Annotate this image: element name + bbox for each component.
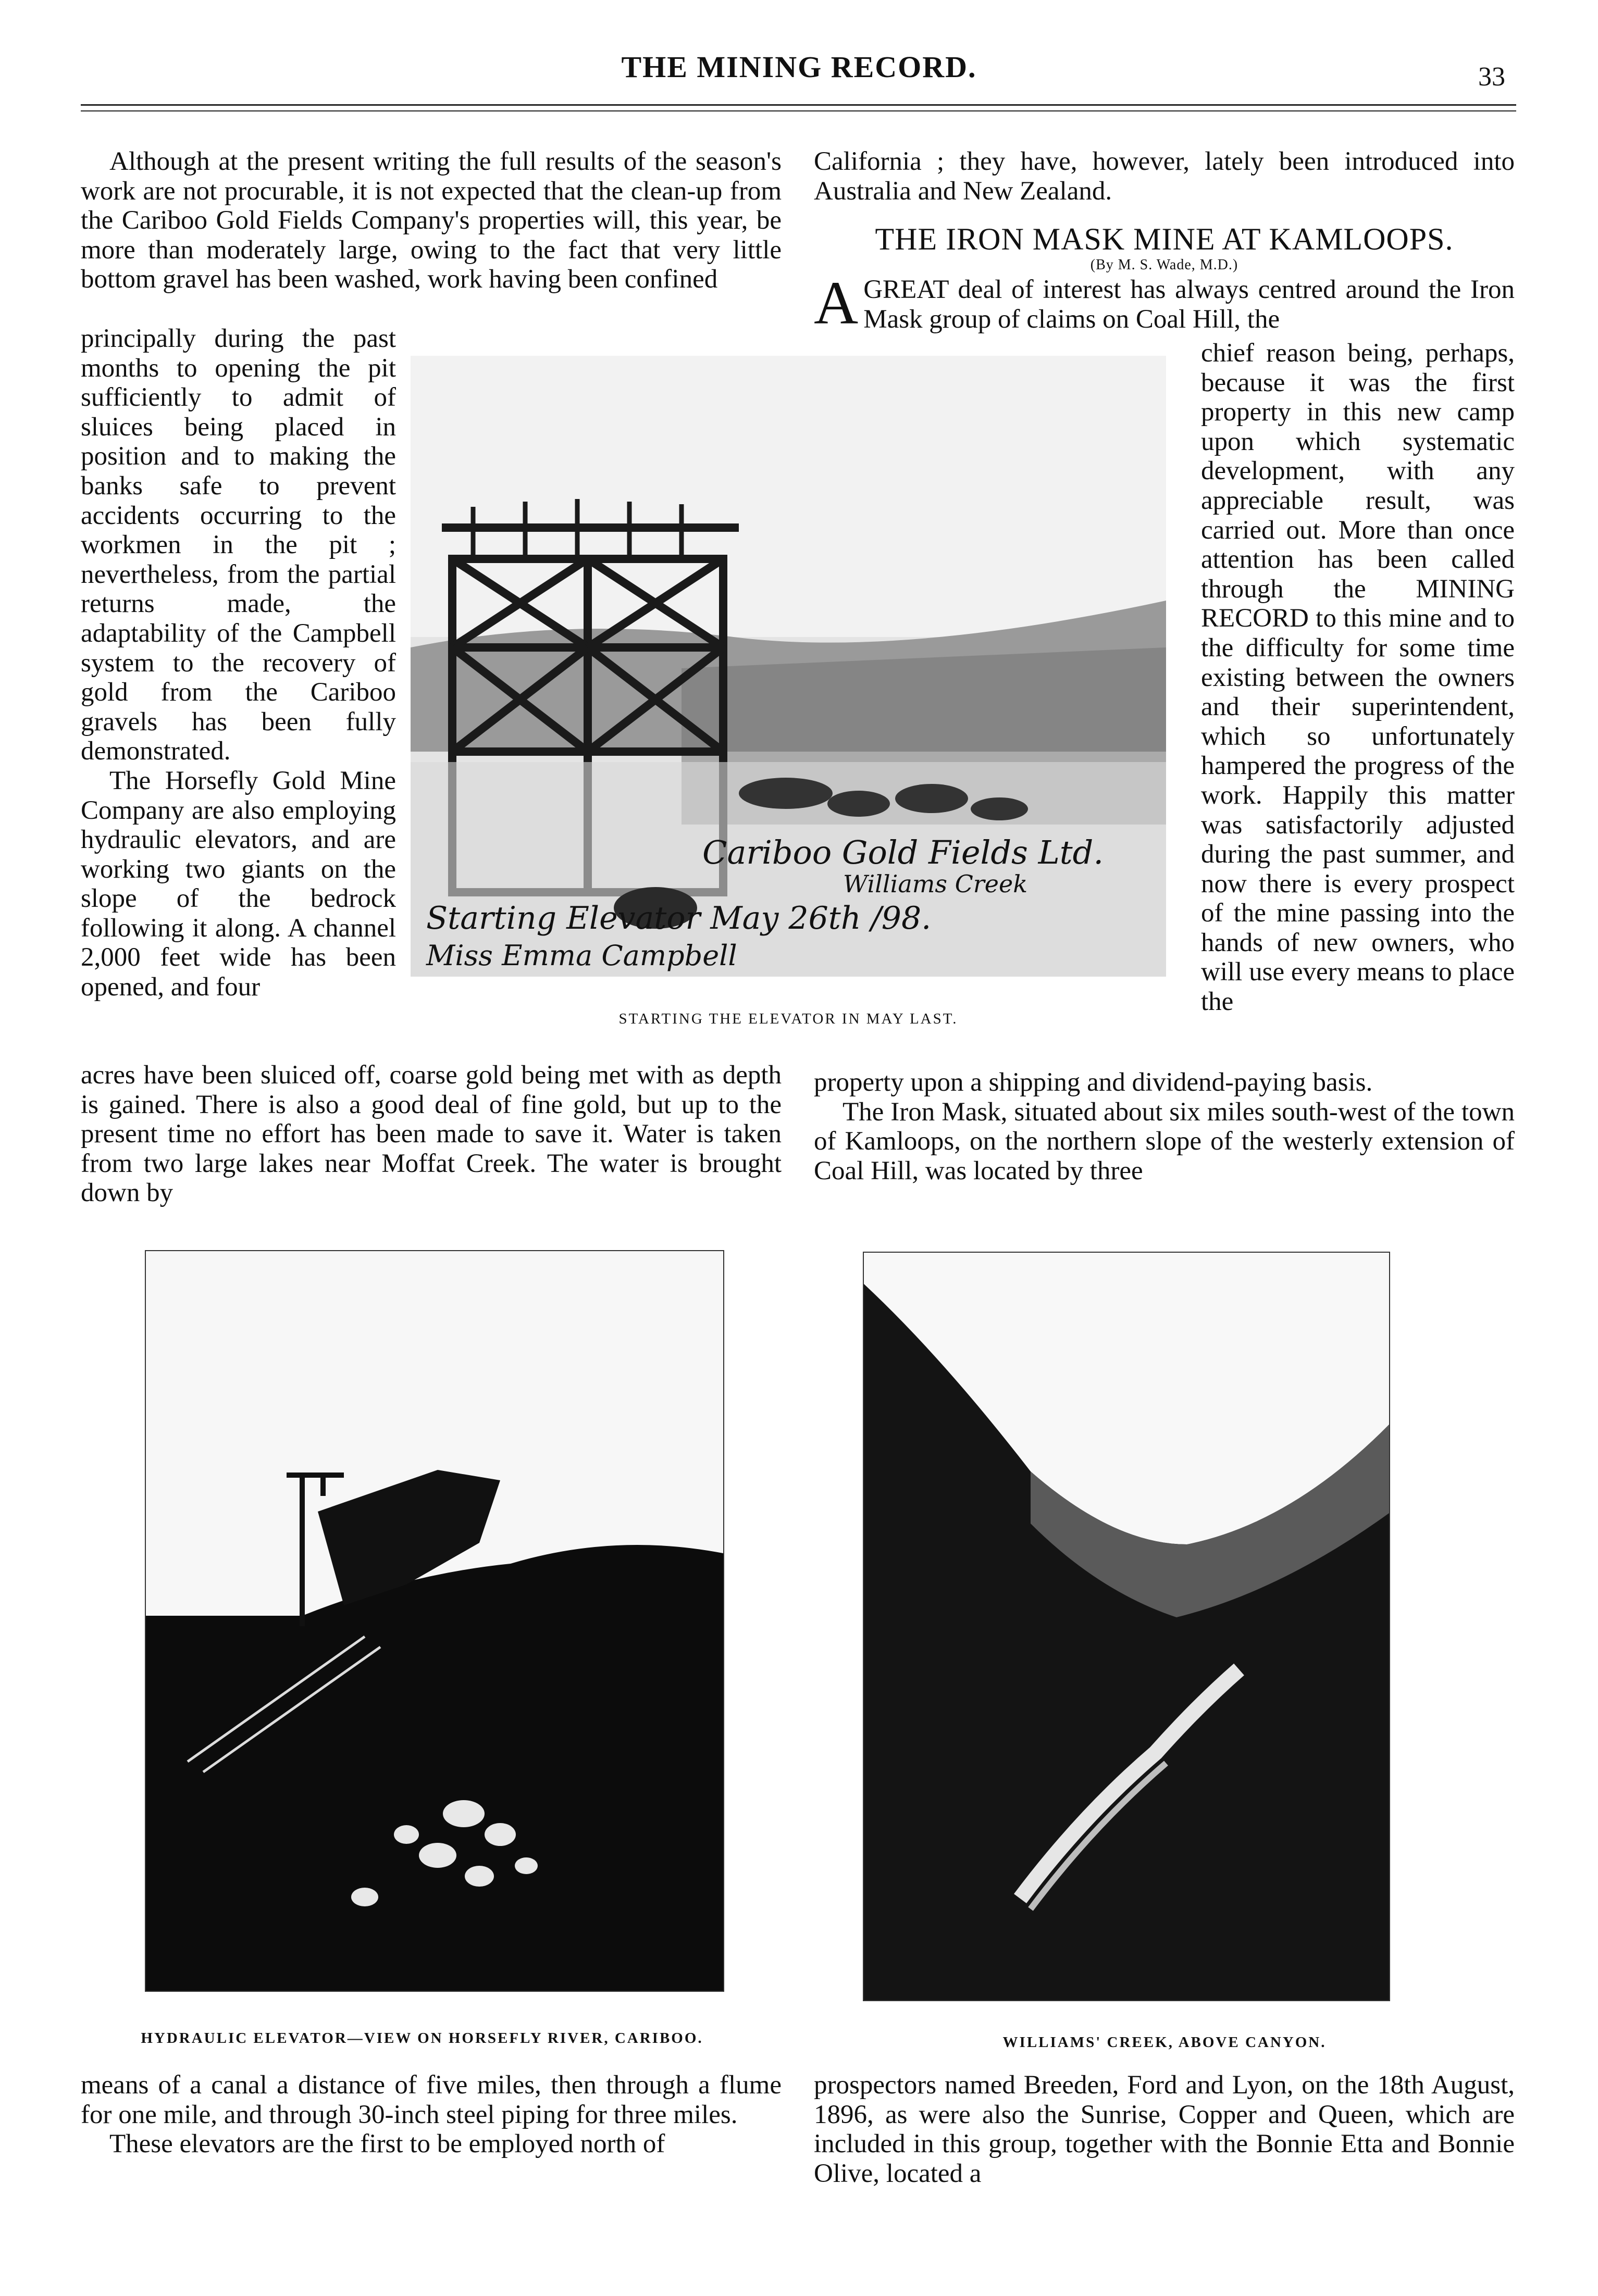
right-paragraph-1-narrow-text: chief reason being, perhaps, because it was the first property in this new camp upon which systematic development, with any appreciable result, was carried out. More than once attention has been called through the MINING RECORD to this mine and to the difficulty for some time existing between the owners and their superintendent, which so unfortunately hampered the progress of the work. Happily this matter was satisfactorily adjusted during the past summer, and now there is every prospect of the mine passing into the hands of new owners, who will use every means to place the [1201, 339, 1515, 1017]
right-paragraph-1-wide-text: property upon a shipping and dividend-paying basis. [814, 1068, 1373, 1097]
right-paragraph-2-text: The Iron Mask, situated about six miles south-west of the town of Kamloops, on the northern slope of the westerly extension of Coal Hill, was located by three [814, 1097, 1515, 1186]
left-paragraph-1-wide [81, 147, 782, 294]
right-bottom-paragraph-text: prospectors named Breeden, Ford and Lyon, on the 18th August, 1896, as were also the Sunrise, Copper and Queen, which are included in this group, together with the Bonnie Etta and Bonnie Olive, located a [814, 2070, 1515, 2188]
right-paragraph-0-text: California ; they have, however, lately been introduced into Australia and New Zealand. [814, 147, 1515, 206]
elevator-handwriting-4: Miss Emma Campbell [426, 939, 737, 972]
williams-creek-photo [863, 1252, 1390, 2001]
elevator-caption: STARTING THE ELEVATOR IN MAY LAST. [618, 1010, 958, 1027]
elevator-handwriting-3: Starting Elevator May 26th /98. [426, 900, 932, 937]
left-paragraph-1-wide-text: Although at the present writing the full results of the season's work are not procurable, it is not expected that the clean-up from the Cariboo Gold Fields Company's properties will, this year, be more than moderately large, owing to the fact that very little bottom gravel has been washed, work having been confined [81, 147, 782, 294]
starting-elevator-photo [411, 356, 1166, 977]
elevator-handwriting-2: Williams Creek [843, 870, 1028, 898]
article-title: THE IRON MASK MINE AT KAMLOOPS. [875, 222, 1454, 256]
article-byline: (By M. S. Wade, M.D.) [1090, 257, 1238, 273]
right-paragraph-1-lead [814, 269, 1515, 337]
right-lower-block [814, 1068, 1515, 1186]
left-paragraph-2-narrow-text: The Horsefly Gold Mine Company are also employing hydraulic elevators, and are working two giants on the slope of the bedrock following it along. A channel 2,000 feet wide has been opened, and four [81, 766, 396, 1002]
hydraulic-elevator-photo-drawing [146, 1251, 723, 1991]
right-paragraph-1-lead-text: GREAT deal of interest has always centred around the Iron Mask group of claims on Coal Hill, the [863, 275, 1515, 334]
header-rule-bottom [81, 110, 1516, 111]
williams-creek-caption: WILLIAMS' CREEK, ABOVE CANYON. [1002, 2034, 1327, 2051]
williams-creek-photo-drawing [864, 1253, 1389, 2000]
hydraulic-elevator-caption: HYDRAULIC ELEVATOR—VIEW ON HORSEFLY RIVER, CARIBOO. [141, 2030, 703, 2047]
left-bottom-paragraph-2-text: These elevators are the first to be employed north of [109, 2129, 665, 2159]
left-bottom-block [81, 2070, 782, 2159]
left-paragraph-2-wide-text: acres have been sluiced off, coarse gold being met with as depth is gained. There is also a good deal of fine gold, but up to the present time no effort has been made to save it. Water is taken from two large lakes near Moffat Creek. The water is brought down by [81, 1060, 782, 1208]
right-bottom-block [814, 2070, 1515, 2188]
header-rule-top [81, 104, 1516, 106]
running-header-title: THE MINING RECORD. [621, 50, 977, 84]
left-paragraph-2-wide [81, 1060, 782, 1208]
right-narrow-block [1201, 339, 1515, 1017]
left-bottom-paragraph-1-text: means of a canal a distance of five miles, then through a flume for one mile, and through 30-inch steel piping for three miles. [81, 2070, 782, 2129]
page-number: 33 [1478, 62, 1505, 92]
hydraulic-elevator-photo [145, 1250, 724, 1992]
left-narrow-block [81, 324, 396, 1002]
right-paragraph-0 [814, 147, 1515, 206]
elevator-handwriting-1: Cariboo Gold Fields Ltd. [702, 833, 1104, 871]
dropcap-letter: A [814, 269, 859, 337]
left-paragraph-1-narrow-text: principally during the past months to opening the pit sufficiently to admit of sluices being placed in position and to making the banks safe to prevent accidents occurring to the workmen in the pit ; nevertheless, from the partial returns made, the adaptability of the Campbell system to the recovery of gold from the Cariboo gravels has been fully demonstrated. [81, 324, 396, 766]
starting-elevator-photo-drawing [411, 356, 1166, 977]
